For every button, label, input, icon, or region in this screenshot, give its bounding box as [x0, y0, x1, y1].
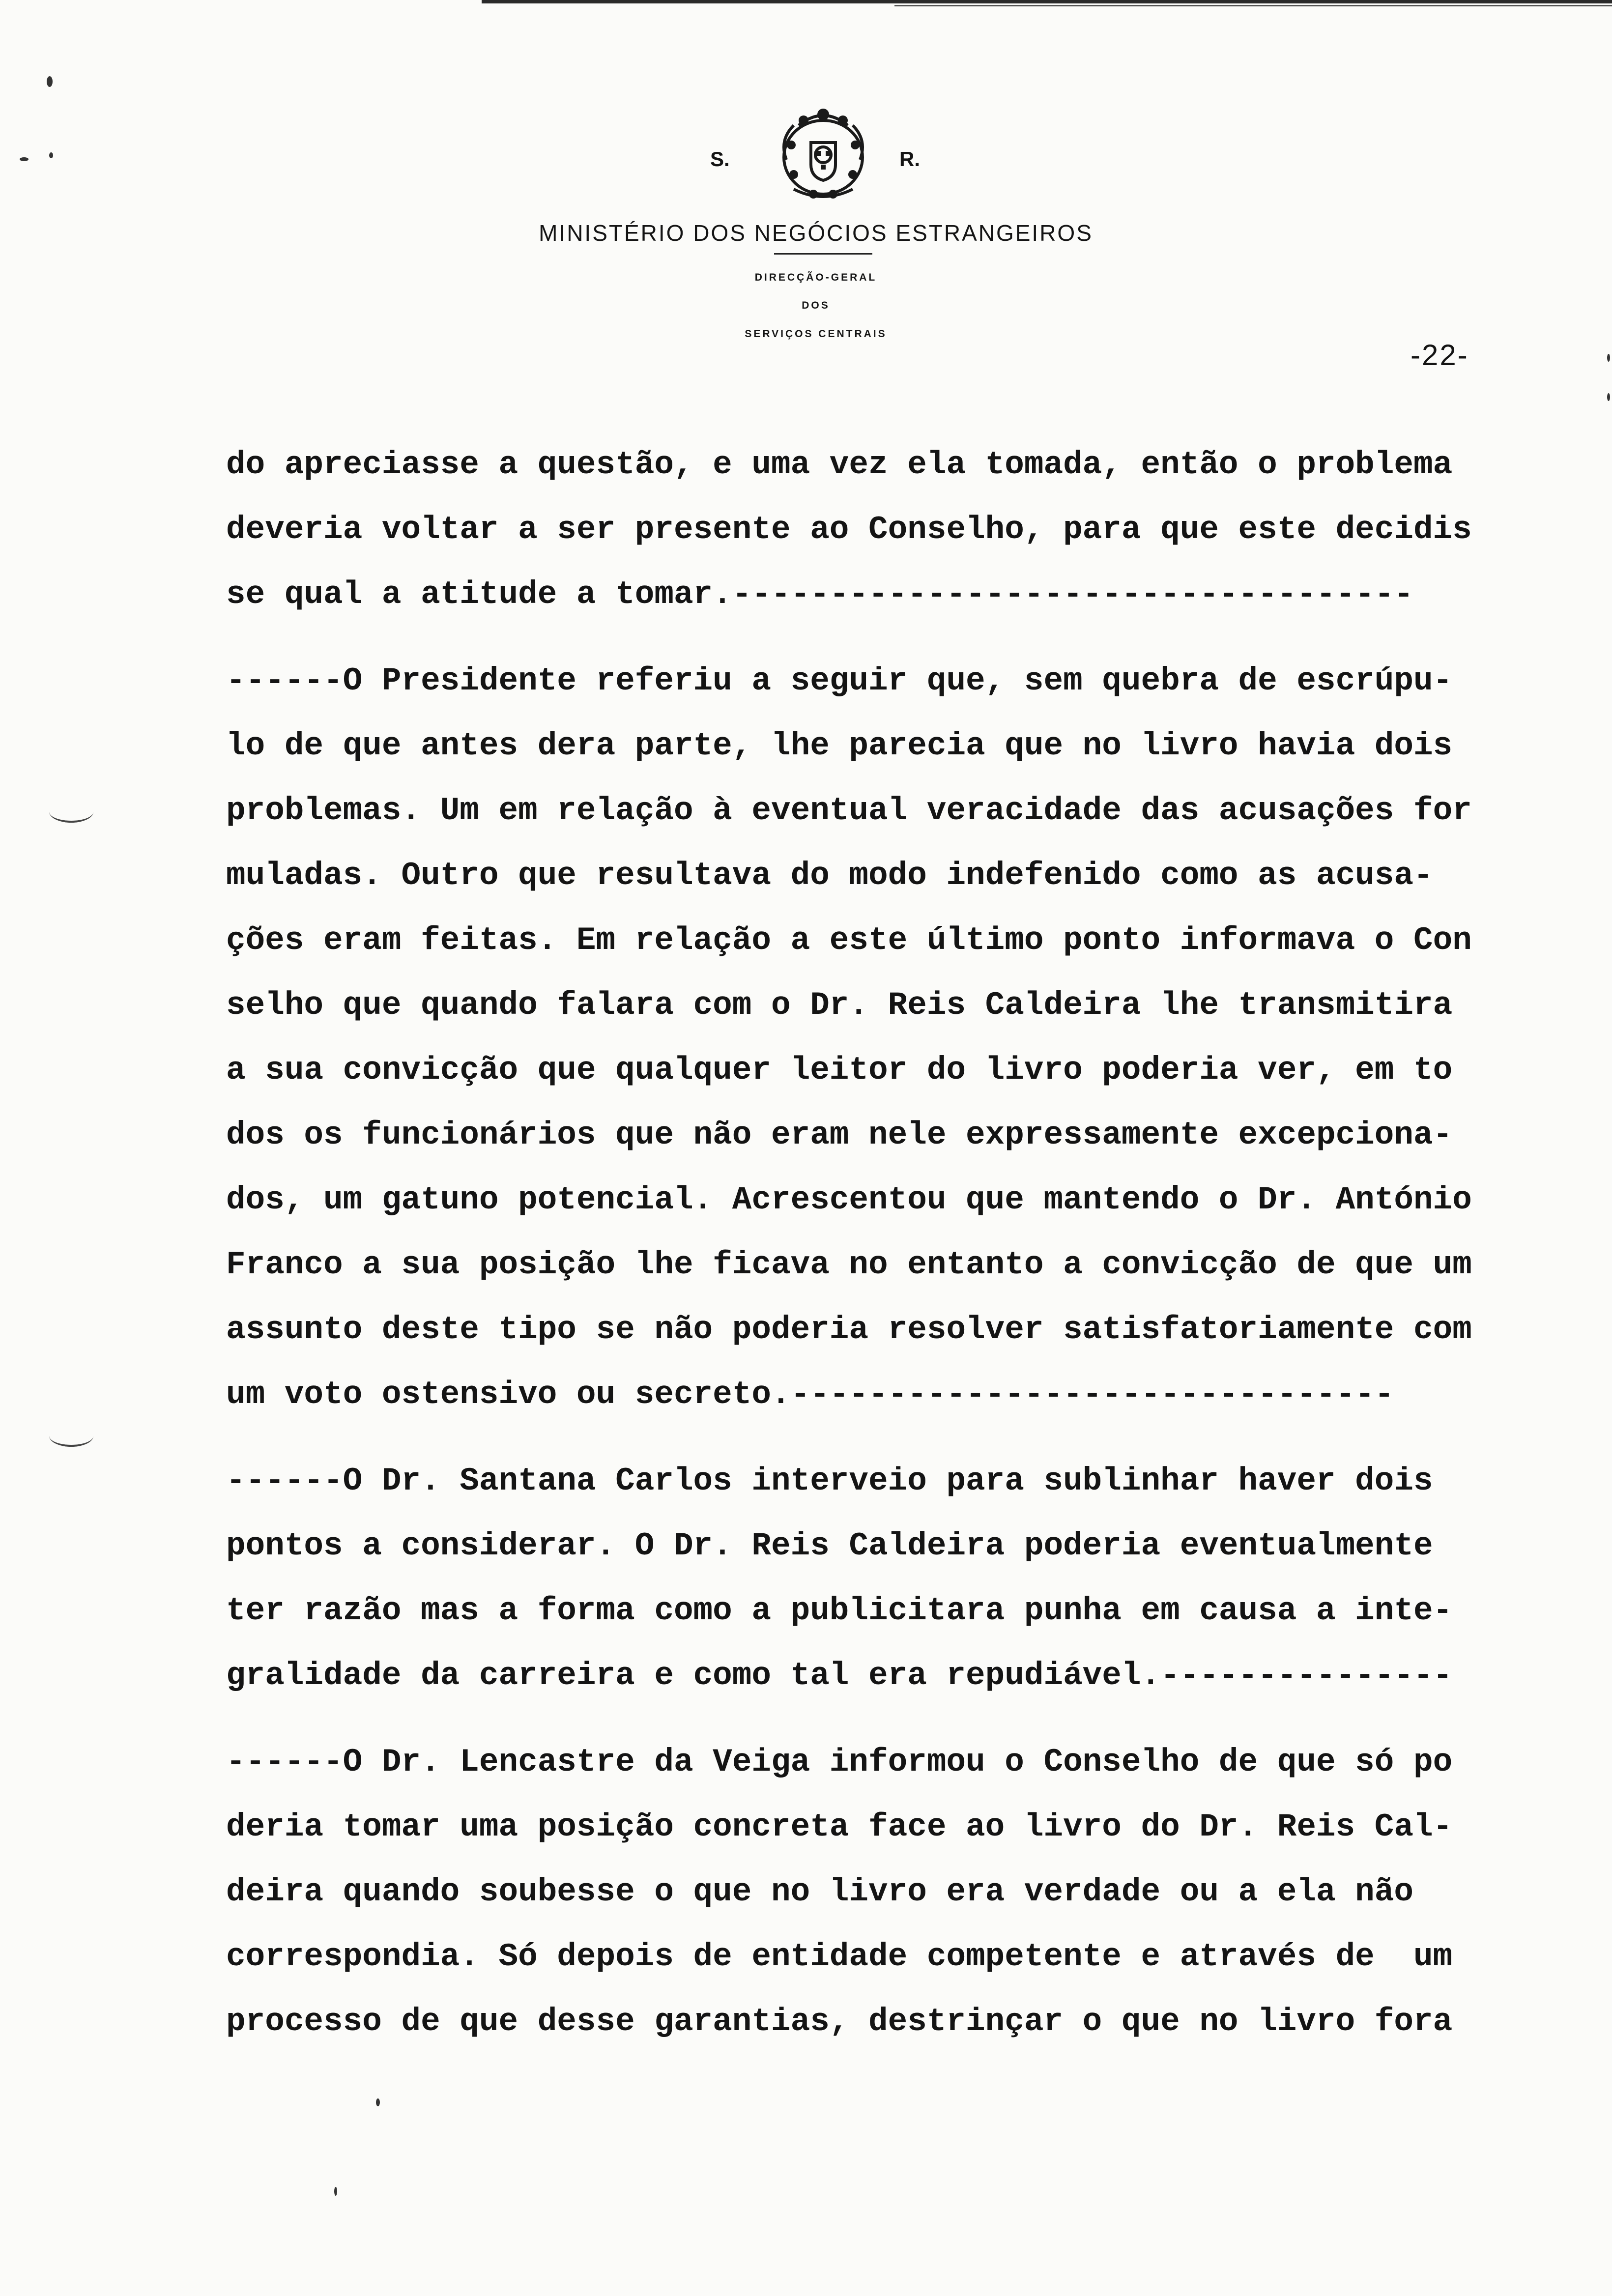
ministry-underline: [774, 253, 872, 255]
scan-speck: [334, 2187, 337, 2196]
paragraph: [226, 649, 1533, 1427]
text-line: lo de que antes dera parte, lhe parecia que no livro havia dois: [226, 727, 1453, 764]
text-line: um voto ostensivo ou secreto.-------------------------------: [226, 1376, 1394, 1413]
text-line: ------O Dr. Santana Carlos interveio para sublinhar haver dois: [226, 1463, 1433, 1499]
text-line: gralidade da carreira e como tal era repudiável.---------------: [226, 1657, 1453, 1694]
paragraph-gap: [226, 1708, 1533, 1730]
s-mark: S.: [710, 147, 730, 171]
crest-row: [491, 106, 1140, 209]
text-line: Franco a sua posição lhe ficava no entanto a convicção de que um: [226, 1246, 1472, 1283]
text-line: deria tomar uma posição concreta face ao livro do Dr. Reis Cal-: [226, 1808, 1453, 1845]
text-line: a sua convicção que qualquer leitor do livro poderia ver, em to: [226, 1052, 1453, 1089]
text-line: deira quando soubesse o que no livro era verdade ou a ela não: [226, 1873, 1413, 1910]
text-line: ções eram feitas. Em relação a este último ponto informava o Con: [226, 922, 1472, 959]
coat-of-arms-icon: [764, 106, 882, 204]
text-line: dos, um gatuno potencial. Acrescentou que mantendo o Dr. António: [226, 1181, 1472, 1218]
margin-mark: [49, 801, 93, 823]
scan-speck: [20, 157, 29, 161]
r-mark: R.: [899, 147, 920, 171]
text-line: do apreciasse a questão, e uma vez ela tomada, então o problema: [226, 446, 1453, 483]
text-line: pontos a considerar. O Dr. Reis Caldeira poderia eventualmente: [226, 1527, 1433, 1564]
paragraph: [226, 1730, 1533, 2054]
scan-speck: [376, 2098, 380, 2106]
letterhead: [491, 106, 1140, 351]
text-line: ter razão mas a forma como a publicitara punha em causa a inte-: [226, 1592, 1453, 1629]
paragraph: [226, 432, 1533, 627]
text-line: correspondia. Só depois de entidade competente e através de um: [226, 1938, 1453, 1975]
ministry-name: MINISTÉRIO DOS NEGÓCIOS ESTRANGEIROS: [539, 220, 1093, 246]
text-line: processo de que desse garantias, destrinçar o que no livro fora: [226, 2003, 1453, 2040]
text-line: ------O Presidente referiu a seguir que, sem quebra de escrúpu-: [226, 662, 1453, 699]
department-line-1: DIRECÇÃO-GERAL: [754, 272, 877, 283]
text-line: muladas. Outro que resultava do modo indefenido como as acusa-: [226, 857, 1433, 894]
department-line-2: DOS: [802, 300, 830, 311]
text-line: ------O Dr. Lencastre da Veiga informou o Conselho de que só po: [226, 1744, 1453, 1780]
text-line: deveria voltar a ser presente ao Conselho, para que este decidis: [226, 511, 1472, 548]
scan-speck: [1607, 354, 1610, 362]
paragraph: [226, 1449, 1533, 1708]
text-line: assunto deste tipo se não poderia resolver satisfatoriamente com: [226, 1311, 1472, 1348]
text-line: selho que quando falara com o Dr. Reis Caldeira lhe transmitira: [226, 987, 1453, 1024]
minutes-body: [226, 432, 1533, 2054]
page-edge-rule-secondary: [894, 5, 1612, 6]
scan-speck: [49, 152, 53, 158]
department-line-3: SERVIÇOS CENTRAIS: [745, 328, 887, 340]
margin-mark: [49, 1425, 93, 1447]
scan-speck: [1607, 393, 1610, 401]
text-line: se qual a atitude a tomar.-----------------------------------: [226, 576, 1413, 613]
page-edge-rule: [482, 0, 1612, 3]
text-line: problemas. Um em relação à eventual veracidade das acusações for: [226, 792, 1472, 829]
paragraph-gap: [226, 627, 1533, 649]
page-number: -22-: [1410, 339, 1469, 372]
paragraph-gap: [226, 1427, 1533, 1449]
text-line: dos os funcionários que não eram nele expressamente excepciona-: [226, 1117, 1453, 1153]
scan-speck: [47, 76, 53, 87]
